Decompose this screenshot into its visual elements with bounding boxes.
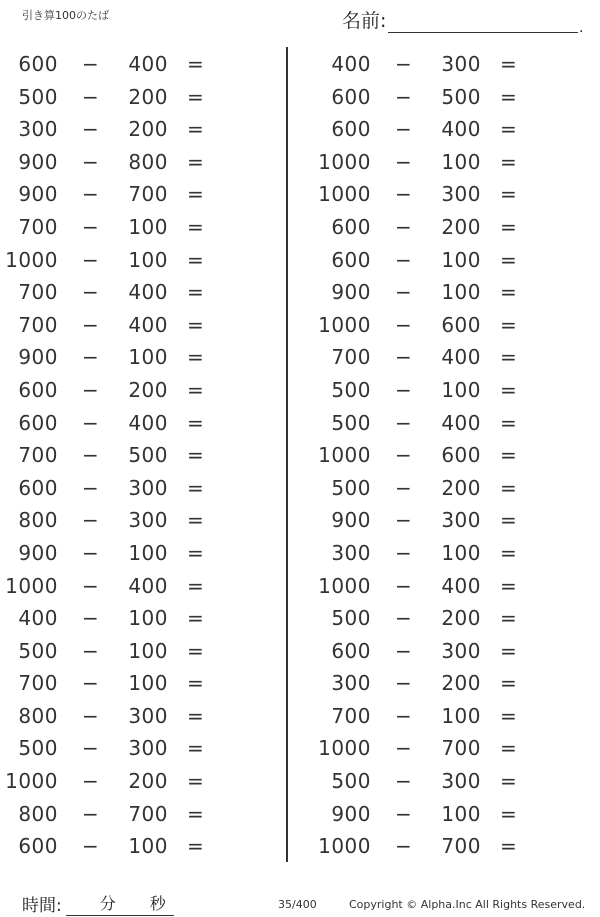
minuend: 1000 bbox=[318, 573, 371, 598]
minus-sign: − bbox=[82, 638, 100, 663]
subtrahend: 100 bbox=[441, 149, 481, 174]
problem-row bbox=[313, 340, 583, 373]
equals-sign: = bbox=[500, 475, 518, 500]
equals-sign: = bbox=[500, 736, 518, 761]
problem-row bbox=[313, 177, 583, 210]
minuend: 300 bbox=[331, 671, 371, 696]
minuend: 600 bbox=[331, 247, 371, 272]
subtrahend: 300 bbox=[128, 508, 168, 533]
equals-sign: = bbox=[500, 345, 518, 370]
minuend: 500 bbox=[18, 84, 58, 109]
minuend: 700 bbox=[331, 345, 371, 370]
minus-sign: − bbox=[82, 214, 100, 239]
minuend: 500 bbox=[18, 638, 58, 663]
minuend: 700 bbox=[18, 280, 58, 305]
minuend: 600 bbox=[18, 834, 58, 859]
minus-sign: − bbox=[395, 443, 413, 468]
minuend: 600 bbox=[18, 377, 58, 402]
problem-row bbox=[0, 47, 270, 80]
minuend: 900 bbox=[18, 149, 58, 174]
problem-row bbox=[0, 340, 270, 373]
minuend: 700 bbox=[18, 214, 58, 239]
problem-row bbox=[313, 243, 583, 276]
minuend: 700 bbox=[331, 703, 371, 728]
minus-sign: − bbox=[395, 769, 413, 794]
equals-sign: = bbox=[500, 312, 518, 337]
subtrahend: 400 bbox=[128, 573, 168, 598]
problem-row bbox=[0, 373, 270, 406]
problem-row bbox=[0, 438, 270, 471]
subtrahend: 400 bbox=[441, 345, 481, 370]
subtrahend: 400 bbox=[441, 410, 481, 435]
equals-sign: = bbox=[500, 410, 518, 435]
problem-row bbox=[313, 764, 583, 797]
subtrahend: 800 bbox=[128, 149, 168, 174]
minuend: 600 bbox=[331, 117, 371, 142]
minus-sign: − bbox=[82, 736, 100, 761]
problem-row bbox=[313, 601, 583, 634]
problem-row bbox=[313, 112, 583, 145]
right-problem-column bbox=[313, 47, 583, 862]
minuend: 500 bbox=[331, 377, 371, 402]
minuend: 1000 bbox=[318, 736, 371, 761]
minus-sign: − bbox=[82, 410, 100, 435]
minus-sign: − bbox=[82, 443, 100, 468]
equals-sign: = bbox=[500, 117, 518, 142]
minuend: 900 bbox=[18, 540, 58, 565]
minuend: 800 bbox=[18, 508, 58, 533]
problem-row bbox=[313, 666, 583, 699]
problem-row bbox=[313, 308, 583, 341]
minus-sign: − bbox=[82, 247, 100, 272]
worksheet-title: 引き算100のたば bbox=[22, 9, 109, 22]
minuend: 600 bbox=[18, 52, 58, 76]
equals-sign: = bbox=[500, 280, 518, 305]
problem-row bbox=[0, 210, 270, 243]
equals-sign: = bbox=[187, 117, 205, 142]
left-problem-column bbox=[0, 47, 270, 862]
problem-row bbox=[313, 797, 583, 830]
minus-sign: − bbox=[82, 182, 100, 207]
problem-row bbox=[0, 308, 270, 341]
subtrahend: 300 bbox=[441, 52, 481, 76]
minus-sign: − bbox=[395, 117, 413, 142]
minuend: 1000 bbox=[318, 149, 371, 174]
equals-sign: = bbox=[187, 475, 205, 500]
equals-sign: = bbox=[500, 540, 518, 565]
equals-sign: = bbox=[500, 834, 518, 859]
subtrahend: 400 bbox=[128, 312, 168, 337]
problem-row bbox=[313, 80, 583, 113]
minus-sign: − bbox=[82, 703, 100, 728]
equals-sign: = bbox=[500, 182, 518, 207]
name-label: 名前: bbox=[342, 10, 387, 32]
problem-row bbox=[0, 503, 270, 536]
equals-sign: = bbox=[187, 377, 205, 402]
minuend: 800 bbox=[18, 703, 58, 728]
minus-sign: − bbox=[395, 149, 413, 174]
subtrahend: 400 bbox=[441, 573, 481, 598]
name-blank-line[interactable] bbox=[388, 14, 584, 36]
minuend: 600 bbox=[18, 475, 58, 500]
minuend: 700 bbox=[18, 312, 58, 337]
minuend: 900 bbox=[18, 182, 58, 207]
equals-sign: = bbox=[500, 214, 518, 239]
subtrahend: 200 bbox=[441, 671, 481, 696]
minus-sign: − bbox=[395, 247, 413, 272]
minus-sign: − bbox=[395, 834, 413, 859]
minus-sign: − bbox=[82, 573, 100, 598]
equals-sign: = bbox=[187, 149, 205, 174]
minus-sign: − bbox=[395, 182, 413, 207]
minus-sign: − bbox=[395, 671, 413, 696]
minuend: 600 bbox=[331, 214, 371, 239]
problem-row bbox=[0, 699, 270, 732]
equals-sign: = bbox=[500, 606, 518, 631]
minus-sign: − bbox=[395, 280, 413, 305]
problem-row bbox=[313, 536, 583, 569]
minus-sign: − bbox=[395, 703, 413, 728]
equals-sign: = bbox=[500, 149, 518, 174]
problem-row bbox=[313, 438, 583, 471]
problem-row bbox=[313, 47, 583, 80]
minuend: 600 bbox=[331, 84, 371, 109]
minuend: 700 bbox=[18, 671, 58, 696]
minus-sign: − bbox=[82, 540, 100, 565]
page-number: 35/400 bbox=[278, 898, 317, 911]
problem-row bbox=[0, 275, 270, 308]
subtrahend: 300 bbox=[441, 182, 481, 207]
minuend: 600 bbox=[331, 638, 371, 663]
problem-row bbox=[0, 797, 270, 830]
subtrahend: 700 bbox=[128, 182, 168, 207]
problem-row bbox=[313, 373, 583, 406]
equals-sign: = bbox=[187, 52, 205, 76]
minuend: 900 bbox=[331, 801, 371, 826]
equals-sign: = bbox=[500, 769, 518, 794]
equals-sign: = bbox=[187, 736, 205, 761]
problem-row bbox=[0, 177, 270, 210]
minuend: 400 bbox=[331, 52, 371, 76]
equals-sign: = bbox=[500, 84, 518, 109]
equals-sign: = bbox=[500, 52, 518, 76]
time-label: 時間: bbox=[22, 896, 62, 916]
minus-sign: − bbox=[82, 280, 100, 305]
problem-row bbox=[0, 764, 270, 797]
problem-row bbox=[313, 275, 583, 308]
equals-sign: = bbox=[187, 540, 205, 565]
subtrahend: 100 bbox=[128, 247, 168, 272]
minus-sign: − bbox=[395, 84, 413, 109]
minus-sign: − bbox=[82, 84, 100, 109]
minus-sign: − bbox=[395, 606, 413, 631]
minus-sign: − bbox=[82, 345, 100, 370]
minuend: 300 bbox=[18, 117, 58, 142]
equals-sign: = bbox=[187, 834, 205, 859]
subtrahend: 100 bbox=[128, 606, 168, 631]
problem-row bbox=[313, 634, 583, 667]
problem-row bbox=[313, 210, 583, 243]
subtrahend: 200 bbox=[441, 214, 481, 239]
subtrahend: 700 bbox=[441, 736, 481, 761]
equals-sign: = bbox=[187, 573, 205, 598]
subtrahend: 400 bbox=[128, 410, 168, 435]
equals-sign: = bbox=[187, 801, 205, 826]
equals-sign: = bbox=[500, 573, 518, 598]
subtrahend: 200 bbox=[128, 84, 168, 109]
problem-row bbox=[313, 406, 583, 439]
subtrahend: 100 bbox=[441, 540, 481, 565]
subtrahend: 100 bbox=[128, 540, 168, 565]
minus-sign: − bbox=[82, 475, 100, 500]
minutes-label: 分 bbox=[99, 894, 116, 913]
equals-sign: = bbox=[187, 182, 205, 207]
equals-sign: = bbox=[500, 801, 518, 826]
problem-row bbox=[0, 634, 270, 667]
minus-sign: − bbox=[82, 769, 100, 794]
problem-row bbox=[313, 503, 583, 536]
minuend: 500 bbox=[331, 769, 371, 794]
minuend: 1000 bbox=[318, 834, 371, 859]
equals-sign: = bbox=[187, 84, 205, 109]
minuend: 700 bbox=[18, 443, 58, 468]
minuend: 500 bbox=[18, 736, 58, 761]
problem-row bbox=[0, 80, 270, 113]
problem-row bbox=[0, 731, 270, 764]
subtrahend: 700 bbox=[128, 801, 168, 826]
equals-sign: = bbox=[187, 606, 205, 631]
subtrahend: 100 bbox=[128, 834, 168, 859]
minuend: 400 bbox=[18, 606, 58, 631]
subtrahend: 100 bbox=[128, 671, 168, 696]
problem-row bbox=[313, 731, 583, 764]
subtrahend: 200 bbox=[128, 377, 168, 402]
minus-sign: − bbox=[82, 149, 100, 174]
equals-sign: = bbox=[187, 508, 205, 533]
equals-sign: = bbox=[187, 769, 205, 794]
minuend: 800 bbox=[18, 801, 58, 826]
minus-sign: − bbox=[82, 801, 100, 826]
problem-row bbox=[313, 699, 583, 732]
equals-sign: = bbox=[500, 247, 518, 272]
minuend: 1000 bbox=[318, 312, 371, 337]
minus-sign: − bbox=[395, 801, 413, 826]
subtrahend: 300 bbox=[128, 703, 168, 728]
subtrahend: 700 bbox=[441, 834, 481, 859]
minuend: 300 bbox=[331, 540, 371, 565]
equals-sign: = bbox=[500, 443, 518, 468]
minus-sign: − bbox=[82, 671, 100, 696]
subtrahend: 100 bbox=[441, 703, 481, 728]
equals-sign: = bbox=[187, 443, 205, 468]
minuend: 600 bbox=[18, 410, 58, 435]
minuend: 1000 bbox=[318, 182, 371, 207]
subtrahend: 400 bbox=[128, 280, 168, 305]
subtrahend: 100 bbox=[128, 214, 168, 239]
subtrahend: 600 bbox=[441, 443, 481, 468]
minus-sign: − bbox=[395, 345, 413, 370]
name-field[interactable] bbox=[342, 6, 584, 36]
minuend: 500 bbox=[331, 606, 371, 631]
problem-row bbox=[313, 145, 583, 178]
minus-sign: − bbox=[395, 214, 413, 239]
minuend: 1000 bbox=[5, 247, 58, 272]
minus-sign: − bbox=[395, 736, 413, 761]
minus-sign: − bbox=[395, 508, 413, 533]
subtrahend: 400 bbox=[441, 117, 481, 142]
minus-sign: − bbox=[395, 52, 413, 76]
minus-sign: − bbox=[82, 508, 100, 533]
equals-sign: = bbox=[187, 312, 205, 337]
time-blank-line[interactable] bbox=[66, 894, 174, 916]
problem-row bbox=[0, 112, 270, 145]
minuend: 500 bbox=[331, 410, 371, 435]
subtrahend: 500 bbox=[441, 84, 481, 109]
subtrahend: 300 bbox=[128, 736, 168, 761]
minus-sign: − bbox=[395, 573, 413, 598]
time-field bbox=[22, 891, 174, 916]
subtrahend: 200 bbox=[128, 117, 168, 142]
subtrahend: 600 bbox=[441, 312, 481, 337]
name-dot: . bbox=[578, 20, 584, 36]
minuend: 500 bbox=[331, 475, 371, 500]
subtrahend: 500 bbox=[128, 443, 168, 468]
minus-sign: − bbox=[395, 377, 413, 402]
subtrahend: 100 bbox=[128, 345, 168, 370]
equals-sign: = bbox=[500, 703, 518, 728]
problem-row bbox=[0, 666, 270, 699]
subtrahend: 100 bbox=[441, 280, 481, 305]
minus-sign: − bbox=[82, 117, 100, 142]
minus-sign: − bbox=[82, 834, 100, 859]
subtrahend: 300 bbox=[128, 475, 168, 500]
minuend: 900 bbox=[18, 345, 58, 370]
subtrahend: 400 bbox=[128, 52, 168, 76]
minus-sign: − bbox=[395, 638, 413, 663]
minus-sign: − bbox=[395, 410, 413, 435]
column-divider bbox=[286, 47, 288, 862]
minus-sign: − bbox=[82, 52, 100, 76]
problem-row bbox=[0, 829, 270, 862]
minuend: 900 bbox=[331, 508, 371, 533]
minus-sign: − bbox=[395, 540, 413, 565]
subtrahend: 200 bbox=[441, 606, 481, 631]
equals-sign: = bbox=[500, 671, 518, 696]
problem-row bbox=[313, 829, 583, 862]
subtrahend: 100 bbox=[128, 638, 168, 663]
problem-row bbox=[0, 471, 270, 504]
equals-sign: = bbox=[187, 247, 205, 272]
subtrahend: 100 bbox=[441, 377, 481, 402]
minus-sign: − bbox=[395, 312, 413, 337]
problem-row bbox=[0, 536, 270, 569]
subtrahend: 300 bbox=[441, 508, 481, 533]
equals-sign: = bbox=[187, 671, 205, 696]
equals-sign: = bbox=[187, 345, 205, 370]
subtrahend: 300 bbox=[441, 638, 481, 663]
minuend: 1000 bbox=[5, 769, 58, 794]
minus-sign: − bbox=[395, 475, 413, 500]
equals-sign: = bbox=[500, 377, 518, 402]
problem-row bbox=[0, 406, 270, 439]
minus-sign: − bbox=[82, 377, 100, 402]
equals-sign: = bbox=[187, 280, 205, 305]
subtrahend: 300 bbox=[441, 769, 481, 794]
subtrahend: 100 bbox=[441, 247, 481, 272]
equals-sign: = bbox=[187, 410, 205, 435]
equals-sign: = bbox=[187, 638, 205, 663]
equals-sign: = bbox=[187, 703, 205, 728]
minuend: 1000 bbox=[318, 443, 371, 468]
problem-row bbox=[0, 145, 270, 178]
subtrahend: 200 bbox=[441, 475, 481, 500]
subtrahend: 100 bbox=[441, 801, 481, 826]
subtrahend: 200 bbox=[128, 769, 168, 794]
problem-row bbox=[313, 471, 583, 504]
equals-sign: = bbox=[500, 508, 518, 533]
problem-row bbox=[0, 569, 270, 602]
minuend: 1000 bbox=[5, 573, 58, 598]
equals-sign: = bbox=[500, 638, 518, 663]
equals-sign: = bbox=[187, 214, 205, 239]
minus-sign: − bbox=[82, 312, 100, 337]
problem-row bbox=[0, 601, 270, 634]
copyright-notice: Copyright © Alpha.Inc All Rights Reserved. bbox=[349, 898, 586, 911]
minuend: 900 bbox=[331, 280, 371, 305]
minus-sign: − bbox=[82, 606, 100, 631]
seconds-label: 秒 bbox=[149, 894, 166, 913]
problem-row bbox=[313, 569, 583, 602]
problem-row bbox=[0, 243, 270, 276]
